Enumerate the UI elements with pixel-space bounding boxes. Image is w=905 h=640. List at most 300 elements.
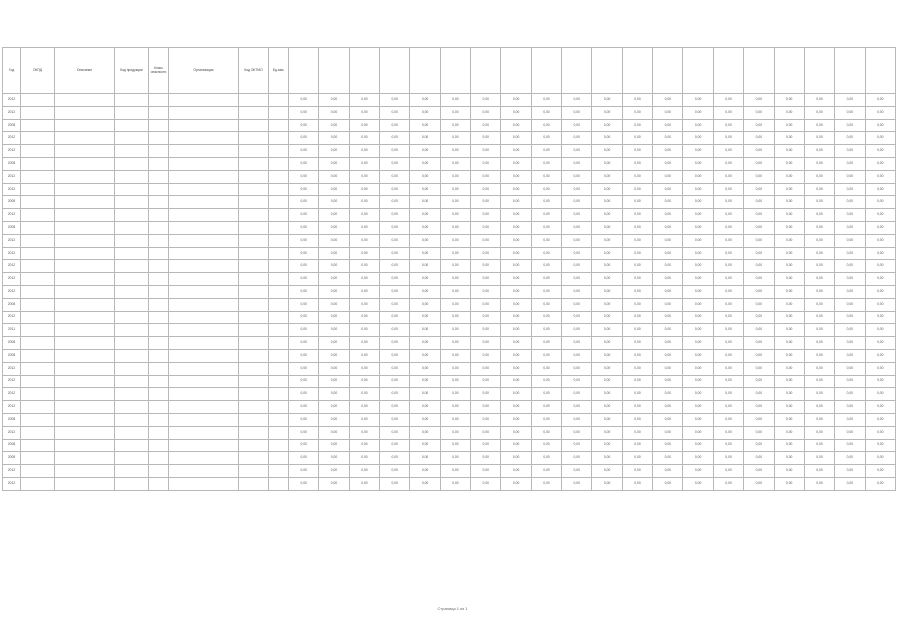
table-cell: 0,00 <box>835 311 865 324</box>
table-cell <box>21 221 55 234</box>
table-cell: 0,00 <box>713 145 743 158</box>
table-cell: 0,00 <box>380 285 410 298</box>
table-cell <box>115 337 149 350</box>
table-cell <box>115 94 149 107</box>
table-cell: 0,00 <box>471 157 501 170</box>
table-cell: 0,00 <box>622 375 652 388</box>
table-cell: 0,00 <box>865 221 895 234</box>
table-cell: 0,00 <box>349 170 379 183</box>
table-cell: 0,00 <box>774 260 804 273</box>
table-cell: 0,00 <box>622 247 652 260</box>
table-cell: 0,00 <box>531 388 561 401</box>
table-cell <box>55 119 115 132</box>
table-cell: 0,00 <box>501 260 531 273</box>
table-row <box>3 375 896 388</box>
table-cell: 0,00 <box>319 324 349 337</box>
table-cell: 0,00 <box>744 401 774 414</box>
table-cell: 0,00 <box>410 273 440 286</box>
table-cell: 0,00 <box>713 362 743 375</box>
table-cell: 0,00 <box>774 119 804 132</box>
table-cell: 0,00 <box>865 106 895 119</box>
table-cell: 0,00 <box>289 375 319 388</box>
table-cell <box>239 426 269 439</box>
table-cell <box>269 273 289 286</box>
table-cell: 0,00 <box>683 388 713 401</box>
table-cell: 0,00 <box>349 145 379 158</box>
table-cell: 0,00 <box>683 221 713 234</box>
table-cell: 0,00 <box>471 362 501 375</box>
table-cell: 0,00 <box>440 273 470 286</box>
table-cell: 0,00 <box>471 247 501 260</box>
table-cell: 0,00 <box>319 452 349 465</box>
table-cell: 0,00 <box>501 132 531 145</box>
table-cell <box>55 413 115 426</box>
table-cell: 0,00 <box>774 221 804 234</box>
table-cell: 0,00 <box>349 221 379 234</box>
table-cell: 0,00 <box>380 439 410 452</box>
table-cell: 0,00 <box>835 349 865 362</box>
table-cell: 2012 <box>3 145 21 158</box>
table-cell: 0,00 <box>835 388 865 401</box>
table-cell: 0,00 <box>531 247 561 260</box>
table-cell: 0,00 <box>683 145 713 158</box>
table-cell: 0,00 <box>653 94 683 107</box>
table-cell <box>149 465 169 478</box>
table-cell: 2012 <box>3 285 21 298</box>
table-cell: 0,00 <box>410 285 440 298</box>
table-cell <box>269 260 289 273</box>
table-cell <box>269 106 289 119</box>
table-cell: 0,00 <box>653 234 683 247</box>
table-cell: 0,00 <box>471 234 501 247</box>
table-cell: 0,00 <box>289 145 319 158</box>
table-cell: 0,00 <box>289 196 319 209</box>
table-cell: 0,00 <box>410 132 440 145</box>
table-cell <box>115 157 149 170</box>
table-cell: 0,00 <box>562 298 592 311</box>
table-cell: 0,00 <box>835 477 865 490</box>
table-cell: 0,00 <box>713 273 743 286</box>
table-cell: 0,00 <box>835 465 865 478</box>
table-cell: 0,00 <box>531 273 561 286</box>
table-cell: 0,00 <box>744 388 774 401</box>
table-cell: 0,00 <box>865 145 895 158</box>
table-cell <box>239 324 269 337</box>
table-cell: 0,00 <box>349 106 379 119</box>
table-cell: 0,00 <box>289 221 319 234</box>
table-cell: 0,00 <box>683 196 713 209</box>
table-cell: 0,00 <box>744 247 774 260</box>
column-header <box>744 48 774 94</box>
table-cell: 0,00 <box>592 94 622 107</box>
table-cell <box>55 94 115 107</box>
table-cell <box>149 324 169 337</box>
table-cell: 0,00 <box>774 362 804 375</box>
table-cell <box>269 157 289 170</box>
table-cell: 0,00 <box>653 426 683 439</box>
table-cell: 0,00 <box>319 170 349 183</box>
table-cell: 0,00 <box>289 439 319 452</box>
table-cell: 0,00 <box>653 145 683 158</box>
column-header <box>713 48 743 94</box>
table-cell: 0,00 <box>592 388 622 401</box>
table-cell: 2012 <box>3 132 21 145</box>
table-cell: 0,00 <box>865 196 895 209</box>
table-row <box>3 106 896 119</box>
table-cell: 0,00 <box>349 94 379 107</box>
table-body <box>3 94 896 491</box>
table-row <box>3 119 896 132</box>
table-cell: 0,00 <box>622 285 652 298</box>
table-cell <box>239 183 269 196</box>
table-cell <box>169 465 239 478</box>
table-cell: 0,00 <box>380 311 410 324</box>
table-cell: 0,00 <box>531 285 561 298</box>
table-cell: 0,00 <box>531 145 561 158</box>
table-cell <box>239 349 269 362</box>
table-cell: 0,00 <box>744 260 774 273</box>
column-header <box>592 48 622 94</box>
table-cell: 0,00 <box>410 337 440 350</box>
table-cell: 0,00 <box>380 183 410 196</box>
table-cell: 0,00 <box>319 285 349 298</box>
table-cell: 0,00 <box>440 337 470 350</box>
table-cell: 0,00 <box>835 119 865 132</box>
table-cell: 0,00 <box>865 132 895 145</box>
table-cell: 0,00 <box>804 349 834 362</box>
table-cell <box>269 170 289 183</box>
table-cell <box>149 119 169 132</box>
table-cell: 0,00 <box>410 183 440 196</box>
table-cell: 0,00 <box>865 260 895 273</box>
table-cell <box>55 145 115 158</box>
table-cell: 0,00 <box>380 247 410 260</box>
table-cell <box>149 260 169 273</box>
table-cell <box>21 324 55 337</box>
table-cell: 0,00 <box>410 298 440 311</box>
table-cell <box>55 477 115 490</box>
table-cell: 0,00 <box>592 324 622 337</box>
table-cell <box>115 145 149 158</box>
table-cell: 0,00 <box>804 119 834 132</box>
table-cell <box>149 145 169 158</box>
table-cell: 0,00 <box>683 298 713 311</box>
table-row <box>3 285 896 298</box>
table-cell <box>169 273 239 286</box>
table-cell <box>115 234 149 247</box>
table-cell: 0,00 <box>713 388 743 401</box>
table-cell: 0,00 <box>471 132 501 145</box>
table-cell: 0,00 <box>440 349 470 362</box>
table-cell: 0,00 <box>835 145 865 158</box>
table-cell: 0,00 <box>440 401 470 414</box>
table-cell: 0,00 <box>592 132 622 145</box>
table-cell: 0,00 <box>562 119 592 132</box>
table-cell: 0,00 <box>744 477 774 490</box>
table-cell <box>269 362 289 375</box>
table-cell: 0,00 <box>319 388 349 401</box>
table-cell: 0,00 <box>592 221 622 234</box>
table-cell: 0,00 <box>683 324 713 337</box>
table-cell: 0,00 <box>774 349 804 362</box>
column-header <box>380 48 410 94</box>
table-cell: 0,00 <box>683 132 713 145</box>
table-cell: 0,00 <box>531 452 561 465</box>
table-cell: 0,00 <box>835 221 865 234</box>
table-cell: 0,00 <box>562 465 592 478</box>
table-cell: 0,00 <box>289 477 319 490</box>
table-cell <box>239 273 269 286</box>
data-table <box>2 47 896 491</box>
table-cell: 0,00 <box>622 362 652 375</box>
table-cell: 0,00 <box>653 273 683 286</box>
table-cell: 0,00 <box>683 465 713 478</box>
table-cell: 0,00 <box>562 375 592 388</box>
table-cell: 0,00 <box>774 401 804 414</box>
table-cell <box>169 413 239 426</box>
table-cell: 0,00 <box>319 426 349 439</box>
table-cell <box>269 426 289 439</box>
table-cell: 0,00 <box>592 234 622 247</box>
table-cell <box>269 439 289 452</box>
table-cell: 0,00 <box>653 324 683 337</box>
table-cell: 0,00 <box>713 426 743 439</box>
table-cell: 0,00 <box>531 298 561 311</box>
table-cell: 0,00 <box>622 401 652 414</box>
table-cell: 0,00 <box>865 234 895 247</box>
table-cell: 0,00 <box>471 119 501 132</box>
table-cell <box>115 413 149 426</box>
table-cell: 2012 <box>3 388 21 401</box>
table-cell: 0,00 <box>319 183 349 196</box>
table-row <box>3 324 896 337</box>
table-cell: 0,00 <box>592 247 622 260</box>
table-cell: 0,00 <box>380 221 410 234</box>
column-header: Код продукции <box>115 48 149 94</box>
table-cell: 0,00 <box>410 106 440 119</box>
table-cell: 0,00 <box>289 452 319 465</box>
table-cell: 0,00 <box>804 337 834 350</box>
table-cell <box>269 94 289 107</box>
table-cell <box>55 247 115 260</box>
table-cell: 0,00 <box>319 311 349 324</box>
table-cell: 0,00 <box>804 401 834 414</box>
table-cell <box>169 388 239 401</box>
table-row <box>3 183 896 196</box>
table-cell <box>149 388 169 401</box>
table-cell: 0,00 <box>531 465 561 478</box>
table-cell: 0,00 <box>804 183 834 196</box>
table-cell: 0,00 <box>349 285 379 298</box>
table-cell: 0,00 <box>501 106 531 119</box>
table-cell: 0,00 <box>622 157 652 170</box>
table-row <box>3 388 896 401</box>
table-cell: 0,00 <box>804 388 834 401</box>
table-cell <box>115 106 149 119</box>
table-cell: 0,00 <box>380 132 410 145</box>
table-cell: 0,00 <box>865 465 895 478</box>
table-cell: 0,00 <box>865 388 895 401</box>
table-cell: 0,00 <box>289 132 319 145</box>
table-cell <box>55 388 115 401</box>
table-cell: 0,00 <box>380 337 410 350</box>
table-cell: 0,00 <box>562 145 592 158</box>
table-cell: 0,00 <box>349 477 379 490</box>
table-row <box>3 401 896 414</box>
table-cell: 0,00 <box>622 209 652 222</box>
table-cell <box>239 401 269 414</box>
table-cell: 0,00 <box>835 273 865 286</box>
table-cell: 2012 <box>3 375 21 388</box>
table-cell: 0,00 <box>531 413 561 426</box>
table-cell <box>21 273 55 286</box>
table-cell <box>149 234 169 247</box>
table-cell <box>149 209 169 222</box>
table-cell: 0,00 <box>683 234 713 247</box>
table-cell: 0,00 <box>349 119 379 132</box>
table-cell: 0,00 <box>562 183 592 196</box>
table-cell: 0,00 <box>744 298 774 311</box>
table-cell <box>21 170 55 183</box>
table-cell: 0,00 <box>471 324 501 337</box>
table-cell: 0,00 <box>289 388 319 401</box>
table-cell: 0,00 <box>319 298 349 311</box>
table-cell: 0,00 <box>501 247 531 260</box>
table-cell <box>269 298 289 311</box>
table-cell: 0,00 <box>410 157 440 170</box>
table-cell: 0,00 <box>380 401 410 414</box>
table-cell: 0,00 <box>471 337 501 350</box>
table-cell: 0,00 <box>622 145 652 158</box>
table-cell <box>115 119 149 132</box>
table-cell: 0,00 <box>804 145 834 158</box>
table-cell: 0,00 <box>380 273 410 286</box>
table-cell: 2012 <box>3 311 21 324</box>
table-cell: 0,00 <box>440 196 470 209</box>
table-cell: 0,00 <box>501 273 531 286</box>
table-cell: 0,00 <box>380 196 410 209</box>
table-cell <box>21 375 55 388</box>
table-cell: 0,00 <box>713 311 743 324</box>
table-cell: 0,00 <box>562 234 592 247</box>
table-cell <box>115 247 149 260</box>
table-cell: 0,00 <box>531 234 561 247</box>
table-cell: 0,00 <box>289 362 319 375</box>
table-cell: 0,00 <box>683 209 713 222</box>
table-cell <box>55 401 115 414</box>
table-cell: 0,00 <box>774 209 804 222</box>
table-cell: 0,00 <box>410 221 440 234</box>
table-cell <box>21 465 55 478</box>
table-cell: 0,00 <box>804 273 834 286</box>
table-cell: 0,00 <box>683 452 713 465</box>
table-cell: 0,00 <box>562 196 592 209</box>
table-cell <box>21 349 55 362</box>
table-cell <box>149 247 169 260</box>
table-cell: 0,00 <box>592 465 622 478</box>
table-cell: 0,00 <box>804 465 834 478</box>
table-cell <box>269 452 289 465</box>
table-cell: 0,00 <box>592 311 622 324</box>
table-cell <box>239 209 269 222</box>
table-cell: 0,00 <box>471 94 501 107</box>
column-header <box>410 48 440 94</box>
table-cell <box>149 452 169 465</box>
table-cell <box>21 439 55 452</box>
table-cell <box>269 145 289 158</box>
table-cell: 0,00 <box>713 375 743 388</box>
table-cell: 0,00 <box>380 465 410 478</box>
table-cell: 0,00 <box>592 298 622 311</box>
table-cell <box>239 311 269 324</box>
table-row <box>3 132 896 145</box>
table-cell: 0,00 <box>440 119 470 132</box>
table-cell <box>21 362 55 375</box>
table-cell: 0,00 <box>653 311 683 324</box>
table-cell: 0,00 <box>319 132 349 145</box>
table-cell <box>169 311 239 324</box>
table-cell: 0,00 <box>562 401 592 414</box>
table-cell: 0,00 <box>592 106 622 119</box>
table-cell <box>21 94 55 107</box>
table-cell <box>21 337 55 350</box>
table-cell: 0,00 <box>774 413 804 426</box>
table-row <box>3 362 896 375</box>
table-row <box>3 452 896 465</box>
table-cell: 0,00 <box>562 247 592 260</box>
column-header <box>622 48 652 94</box>
table-cell: 0,00 <box>653 401 683 414</box>
table-cell <box>115 170 149 183</box>
column-header <box>865 48 895 94</box>
table-cell: 0,00 <box>683 362 713 375</box>
table-cell: 0,00 <box>713 209 743 222</box>
table-cell: 0,00 <box>319 260 349 273</box>
table-cell: 0,00 <box>289 401 319 414</box>
table-row <box>3 465 896 478</box>
table-cell <box>239 375 269 388</box>
table-cell: 0,00 <box>349 247 379 260</box>
table-cell <box>21 452 55 465</box>
table-cell: 0,00 <box>410 196 440 209</box>
table-cell <box>115 209 149 222</box>
table-cell: 0,00 <box>683 477 713 490</box>
table-cell: 0,00 <box>349 209 379 222</box>
table-row <box>3 157 896 170</box>
table-cell <box>169 324 239 337</box>
table-cell: 0,00 <box>410 170 440 183</box>
table-cell: 0,00 <box>501 362 531 375</box>
table-cell <box>55 311 115 324</box>
table-cell: 0,00 <box>471 388 501 401</box>
table-cell <box>55 349 115 362</box>
table-cell: 0,00 <box>592 477 622 490</box>
table-cell <box>169 337 239 350</box>
column-header <box>349 48 379 94</box>
table-cell: 0,00 <box>713 298 743 311</box>
table-cell: 0,00 <box>440 324 470 337</box>
table-cell: 0,00 <box>319 439 349 452</box>
table-cell: 0,00 <box>744 119 774 132</box>
table-cell: 0,00 <box>501 337 531 350</box>
table-cell: 0,00 <box>501 221 531 234</box>
table-cell: 0,00 <box>683 337 713 350</box>
table-cell: 0,00 <box>501 311 531 324</box>
table-cell: 0,00 <box>562 477 592 490</box>
table-cell: 0,00 <box>531 401 561 414</box>
table-cell: 0,00 <box>744 413 774 426</box>
table-cell <box>269 285 289 298</box>
